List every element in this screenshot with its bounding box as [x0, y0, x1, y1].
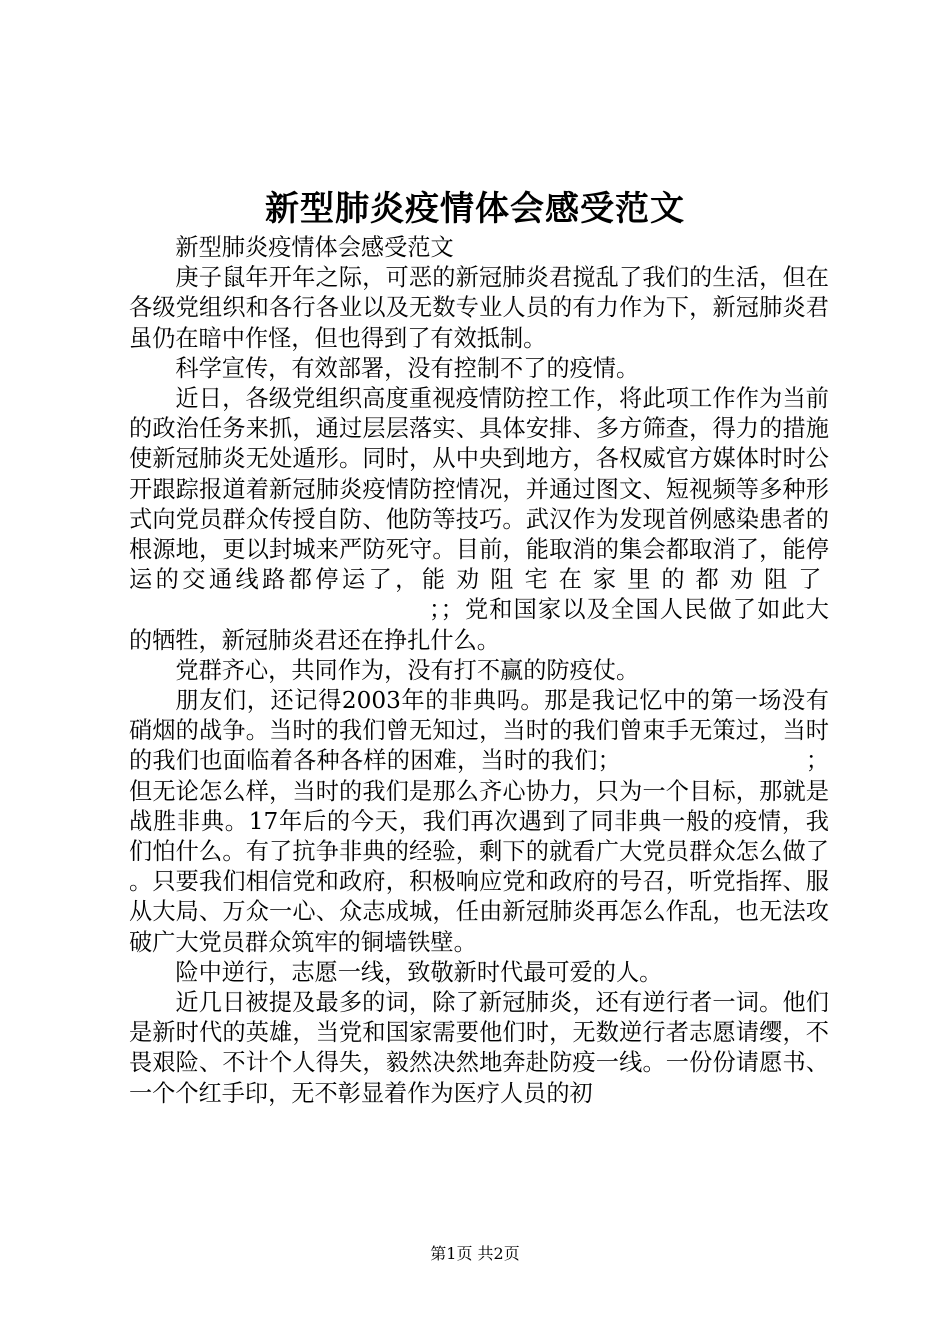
paragraph-heading-science: 科学宣传，有效部署，没有控制不了的疫情。	[175, 354, 640, 382]
page-footer: 第1页 共2页	[430, 1244, 520, 1263]
paragraph-subtitle: 新型肺炎疫情体会感受范文	[175, 234, 454, 261]
paragraph-measures-tail-c: ；党和国家以及全国人民做了如此大的牺牲，新冠肺炎君还在挣扎什么。	[129, 596, 829, 654]
paragraph-volunteers: 近几日被提及最多的词，除了新冠肺炎，还有逆行者一词。他们是新时代的英雄，当党和国家需要他们时，无数逆行者志愿请缨，不畏艰险、不计个人得失，毅然决然地奔赴防疫一线。一份份请愿书、一个个红手印，无不彰显着作为医疗人员的初	[129, 989, 829, 1107]
paragraph-sars	[129, 686, 829, 958]
paragraph-measures	[129, 384, 829, 656]
document-title: 新型肺炎疫情体会感受范文	[265, 189, 685, 229]
paragraph-measures-tail-b: ；	[429, 596, 441, 624]
paragraph-intro: 庚子鼠年开年之际，可恶的新冠肺炎君搅乱了我们的生活，但在各级党组织和各行各业以及无数专业人员的有力作为下，新冠肺炎君虽仍在暗中作怪，但也得到了有效抵制。	[129, 264, 829, 352]
paragraph-sars-c: ；但无论怎么样，当时的我们是那么齐心协力，只为一个目标，那就是战胜非典。17年后的今天，我们再次遇到了同非典一般的疫情，我们怕什么。有了抗争非典的经验，剩下的就看广大党员群众怎么做了。只要我们相信党和政府，积极响应党和政府的号召，听党指挥、服从大局、万众一心、众志成城，任由新冠肺炎再怎么作乱，也无法攻破广大党员群众筑牢的铜墙铁壁。	[129, 747, 829, 956]
paragraph-measures-tail-a: 能劝阻宅在家里的都劝阻了	[421, 566, 830, 594]
paragraph-heading-volunteers: 险中逆行，志愿一线，致敬新时代最可爱的人。	[175, 958, 663, 986]
paragraph-measures-main: 近日，各级党组织高度重视疫情防控工作，将此项工作作为当前的政治任务来抓，通过层层落实、具体安排、多方筛查，得力的措施使新冠肺炎无处遁形。同时，从中央到地方，各权威官方媒体时时公开跟踪报道着新冠肺炎疫情防控情况，并通过图文、短视频等多种形式向党员群众传授自防、他防等技巧。武汉作为发现首例感染患者的根源地，更以封城来严防死守。目前，能取消的集会都取消了，能停运的交通线路都停运了，	[129, 385, 829, 594]
document-body	[129, 233, 829, 1109]
paragraph-heading-unity: 党群齐心，共同作为，没有打不赢的防疫仗。	[175, 656, 640, 684]
paragraph-sars-b: ；	[597, 747, 621, 775]
paragraph-sars-a: 朋友们，还记得2003年的非典吗。那是我记忆中的第一场没有硝烟的战争。当时的我们曾无知过，当时的我们曾束手无策过，当时的我们也面临着各种各样的困难，当时的我们	[129, 687, 829, 775]
